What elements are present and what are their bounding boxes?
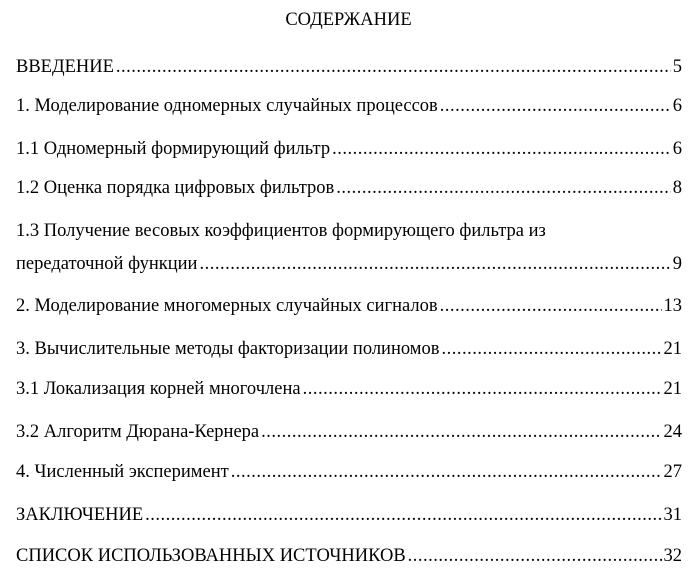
toc-page-number: 6 [672, 139, 682, 159]
toc-leader [116, 55, 671, 79]
toc-label: 2. Моделирование многомерных случайных сигналов [16, 296, 438, 316]
toc-leader [303, 377, 662, 401]
toc-entry-conclusion[interactable] [16, 503, 682, 527]
toc-entry-3-2[interactable] [16, 420, 682, 444]
toc-entry-4[interactable] [16, 460, 682, 484]
page-title: СОДЕРЖАНИЕ [285, 10, 412, 30]
toc-page-number: 27 [663, 462, 682, 482]
toc-label: 3. Вычислительные методы факторизации полиномов [16, 339, 440, 359]
toc-label: ЗАКЛЮЧЕНИЕ [16, 505, 144, 525]
toc-leader [440, 294, 662, 318]
toc-leader [332, 137, 671, 161]
toc-leader [336, 176, 670, 200]
toc-page-number: 6 [672, 96, 682, 116]
toc-leader [145, 503, 661, 527]
toc-entry-introduction[interactable] [16, 55, 682, 79]
toc-label: ВВЕДЕНИЕ [16, 57, 114, 77]
toc-leader [440, 94, 671, 118]
toc-entry-3[interactable] [16, 337, 682, 361]
toc-label: 3.1 Локализация корней многочлена [16, 379, 301, 399]
toc-leader [199, 252, 670, 276]
toc-entry-1-3-line1[interactable]: 1.3 Получение весовых коэффициентов формирующего фильтра из [16, 221, 546, 241]
toc-page-number: 5 [672, 57, 682, 77]
toc-page-number: 8 [672, 178, 682, 198]
toc-label: 3.2 Алгоритм Дюрана-Кернера [16, 422, 260, 442]
toc-entry-1[interactable] [16, 94, 682, 118]
toc-page-number: 31 [663, 505, 682, 525]
toc-entry-2[interactable] [16, 294, 682, 318]
toc-leader [441, 337, 661, 361]
toc-page-number: 21 [663, 339, 682, 359]
toc-label: СПИСОК ИСПОЛЬЗОВАННЫХ ИСТОЧНИКОВ [16, 546, 406, 566]
toc-label: 1. Моделирование одномерных случайных процессов [16, 96, 438, 116]
toc-page-number: 24 [663, 422, 682, 442]
toc-label: 4. Численный эксперимент [16, 462, 229, 482]
toc-page-number: 32 [663, 546, 682, 566]
toc-page-number: 13 [663, 296, 682, 316]
toc-leader [261, 420, 661, 444]
toc-page-number: 9 [672, 254, 682, 274]
toc-page-number: 21 [663, 379, 682, 399]
toc-entry-1-2[interactable] [16, 176, 682, 200]
toc-label: 1.2 Оценка порядка цифровых фильтров [16, 178, 335, 198]
toc-entry-references[interactable] [16, 544, 682, 568]
toc-entry-1-1[interactable] [16, 137, 682, 161]
toc-label: 1.1 Одномерный формирующий фильтр [16, 139, 331, 159]
toc-label: передаточной функции [16, 254, 198, 274]
toc-entry-1-3[interactable] [16, 252, 682, 276]
toc-entry-3-1[interactable] [16, 377, 682, 401]
toc-leader [408, 544, 662, 568]
toc-leader [231, 460, 662, 484]
